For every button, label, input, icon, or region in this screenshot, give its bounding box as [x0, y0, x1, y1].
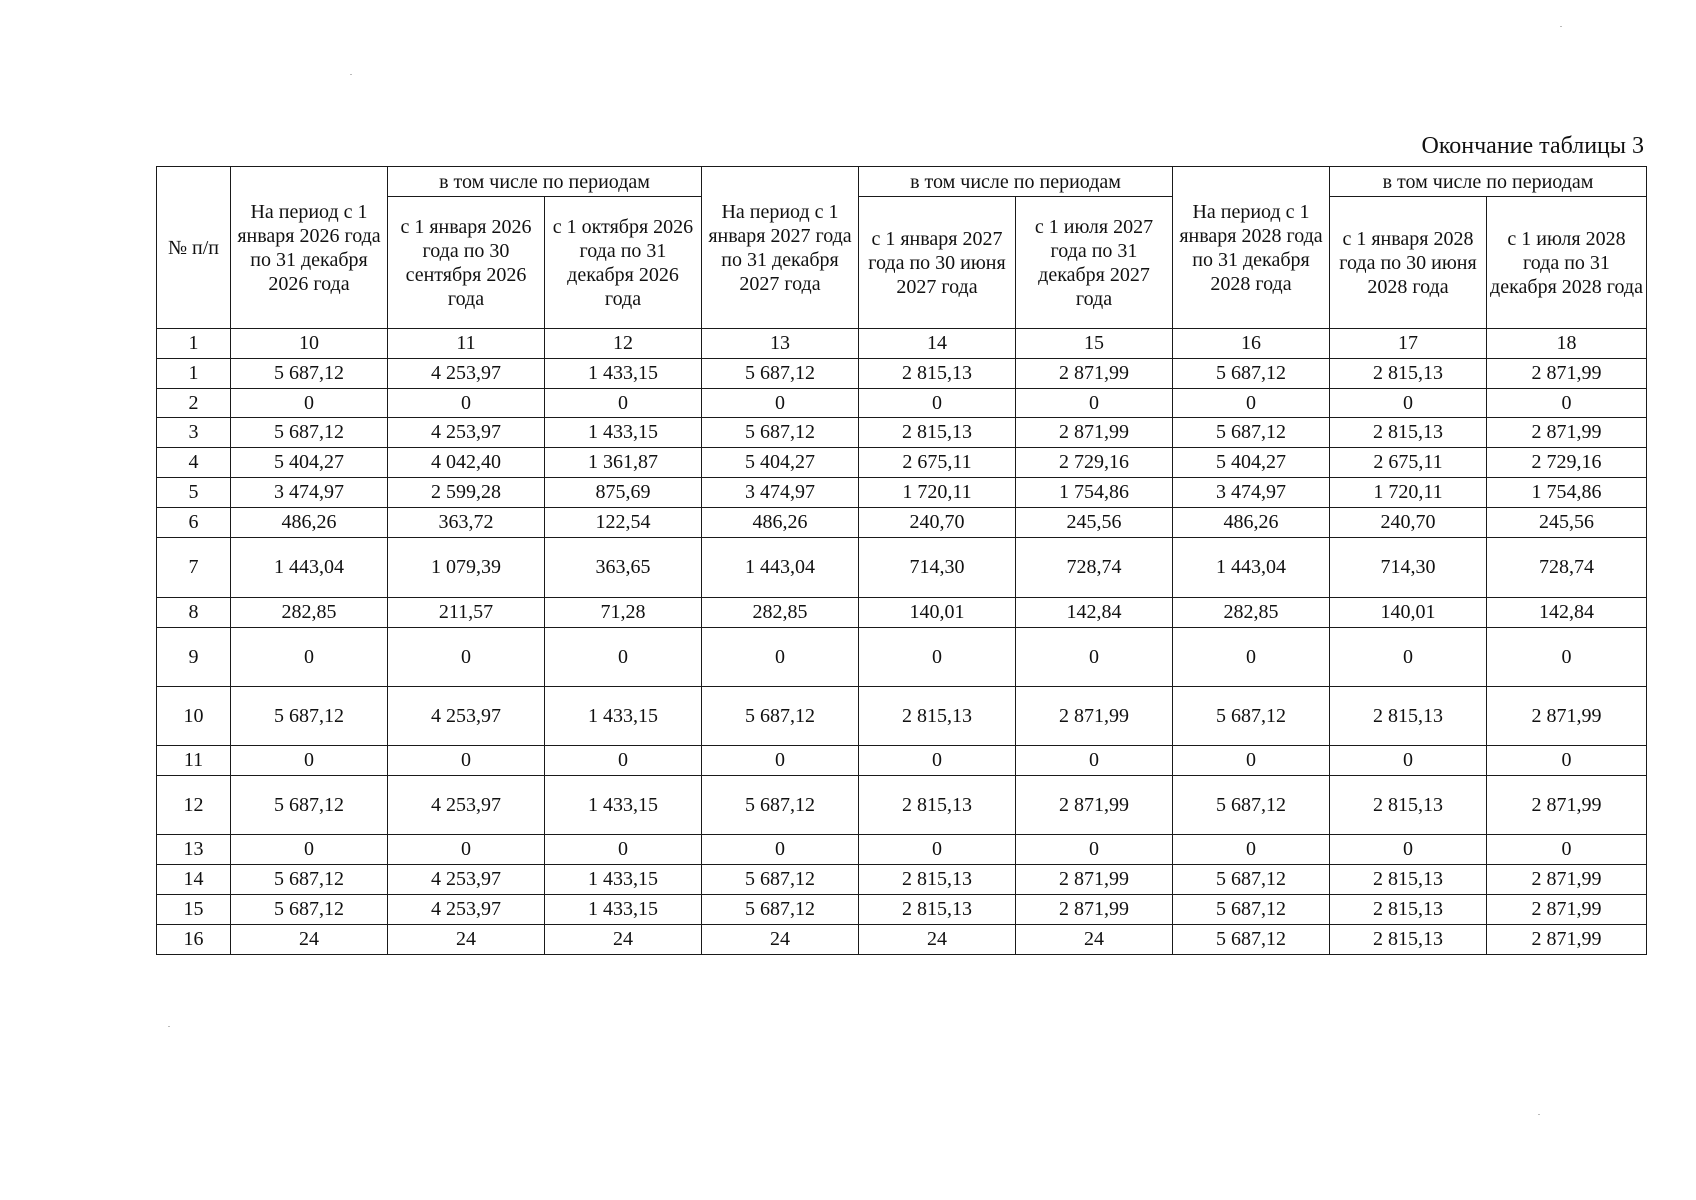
- table-cell: 0: [1016, 628, 1173, 687]
- table-cell: 714,30: [1330, 538, 1487, 598]
- table-row: [157, 359, 1647, 389]
- table-cell: 4 253,97: [388, 687, 545, 746]
- period-2026-sub2-header: с 1 октября 2026 года по 31 декабря 2026 года: [545, 197, 702, 329]
- table-cell: 2 871,99: [1487, 895, 1647, 925]
- table-cell: 4 253,97: [388, 776, 545, 835]
- period-2028-sub2-header: с 1 июля 2028 года по 31 декабря 2028 года: [1487, 197, 1647, 329]
- row-number: 2: [157, 389, 231, 418]
- table-cell: 2 871,99: [1487, 359, 1647, 389]
- table-cell: 1 433,15: [545, 865, 702, 895]
- table-cell: 363,72: [388, 508, 545, 538]
- table-cell: 3 474,97: [702, 478, 859, 508]
- column-number-row: [157, 329, 1647, 359]
- table-cell: 2 871,99: [1487, 418, 1647, 448]
- row-number: 4: [157, 448, 231, 478]
- row-number: 11: [157, 746, 231, 776]
- table-cell: 1 443,04: [702, 538, 859, 598]
- table-cell: 0: [702, 835, 859, 865]
- table-cell: 728,74: [1016, 538, 1173, 598]
- table-cell: 0: [231, 628, 388, 687]
- scan-speck: [350, 74, 352, 75]
- table-cell: 0: [545, 628, 702, 687]
- table-cell: 5 404,27: [231, 448, 388, 478]
- table-row: [157, 538, 1647, 598]
- table-cell: 5 687,12: [702, 895, 859, 925]
- row-number: 10: [157, 687, 231, 746]
- table-row: [157, 448, 1647, 478]
- column-number: 17: [1330, 329, 1487, 359]
- column-number: 11: [388, 329, 545, 359]
- row-number: 1: [157, 359, 231, 389]
- row-number: 8: [157, 598, 231, 628]
- period-2028-group-header: в том числе по периодам: [1330, 167, 1647, 197]
- column-number: 18: [1487, 329, 1647, 359]
- row-number: 12: [157, 776, 231, 835]
- table-cell: 240,70: [1330, 508, 1487, 538]
- table-cell: 0: [545, 746, 702, 776]
- table-cell: 1 720,11: [859, 478, 1016, 508]
- table-cell: 0: [231, 389, 388, 418]
- table-cell: 5 687,12: [1173, 359, 1330, 389]
- table-cell: 2 815,13: [859, 776, 1016, 835]
- table-cell: 5 687,12: [231, 865, 388, 895]
- table-cell: 3 474,97: [231, 478, 388, 508]
- period-2027-group-header: в том числе по периодам: [859, 167, 1173, 197]
- table-row: [157, 598, 1647, 628]
- table-cell: 2 675,11: [1330, 448, 1487, 478]
- period-2026-sub1-header: с 1 января 2026 года по 30 сентября 2026 года: [388, 197, 545, 329]
- header-row-1: [157, 167, 1647, 197]
- row-number: 5: [157, 478, 231, 508]
- table-cell: 0: [1016, 835, 1173, 865]
- table-cell: 728,74: [1487, 538, 1647, 598]
- table-cell: 2 729,16: [1016, 448, 1173, 478]
- table-cell: 2 815,13: [1330, 776, 1487, 835]
- table-cell: 5 687,12: [231, 895, 388, 925]
- table-cell: 4 253,97: [388, 359, 545, 389]
- row-number: 3: [157, 418, 231, 448]
- table-cell: 0: [388, 835, 545, 865]
- table-row: [157, 776, 1647, 835]
- table-cell: 0: [1330, 389, 1487, 418]
- table-body: [157, 167, 1647, 955]
- table-cell: 2 815,13: [859, 895, 1016, 925]
- row-number: 13: [157, 835, 231, 865]
- table-cell: 2 871,99: [1016, 865, 1173, 895]
- table-cell: 2 729,16: [1487, 448, 1647, 478]
- table-cell: 211,57: [388, 598, 545, 628]
- table-cell: 4 253,97: [388, 418, 545, 448]
- table-cell: 140,01: [859, 598, 1016, 628]
- table-cell: 1 433,15: [545, 776, 702, 835]
- row-number: 9: [157, 628, 231, 687]
- tariff-table: [156, 166, 1647, 955]
- table-cell: 0: [859, 835, 1016, 865]
- table-cell: 0: [1330, 835, 1487, 865]
- column-number: 10: [231, 329, 388, 359]
- column-number: 1: [157, 329, 231, 359]
- table-cell: 2 871,99: [1487, 776, 1647, 835]
- table-cell: 0: [231, 746, 388, 776]
- table-cell: 5 687,12: [702, 687, 859, 746]
- table-row: [157, 478, 1647, 508]
- row-number: 14: [157, 865, 231, 895]
- table-row: [157, 865, 1647, 895]
- table-cell: 2 815,13: [1330, 865, 1487, 895]
- table-cell: 5 687,12: [1173, 865, 1330, 895]
- table-cell: 0: [1330, 746, 1487, 776]
- table-cell: 122,54: [545, 508, 702, 538]
- table-cell: 282,85: [1173, 598, 1330, 628]
- table-cell: 0: [859, 628, 1016, 687]
- table-cell: 2 815,13: [859, 687, 1016, 746]
- table-cell: 24: [859, 925, 1016, 955]
- table-cell: 5 687,12: [1173, 418, 1330, 448]
- table-row: [157, 925, 1647, 955]
- table-cell: 240,70: [859, 508, 1016, 538]
- table-cell: 245,56: [1487, 508, 1647, 538]
- row-number: 7: [157, 538, 231, 598]
- table-row: [157, 628, 1647, 687]
- table-cell: 282,85: [702, 598, 859, 628]
- table-cell: 24: [388, 925, 545, 955]
- period-2027-sub1-header: с 1 января 2027 года по 30 июня 2027 года: [859, 197, 1016, 329]
- table-cell: 2 815,13: [1330, 925, 1487, 955]
- table-cell: 1 433,15: [545, 359, 702, 389]
- table-cell: 0: [1173, 628, 1330, 687]
- table-cell: 2 815,13: [1330, 359, 1487, 389]
- table-cell: 0: [702, 389, 859, 418]
- table-cell: 24: [231, 925, 388, 955]
- table-cell: 5 687,12: [1173, 895, 1330, 925]
- table-cell: 2 815,13: [1330, 895, 1487, 925]
- table-cell: 282,85: [231, 598, 388, 628]
- table-cell: 24: [702, 925, 859, 955]
- table-cell: 1 079,39: [388, 538, 545, 598]
- table-cell: 2 815,13: [1330, 687, 1487, 746]
- table-cell: 5 687,12: [702, 865, 859, 895]
- table-cell: 2 871,99: [1016, 776, 1173, 835]
- table-cell: 2 871,99: [1016, 895, 1173, 925]
- table-cell: 5 687,12: [231, 776, 388, 835]
- table-cell: 0: [388, 389, 545, 418]
- column-number: 14: [859, 329, 1016, 359]
- table-cell: 1 433,15: [545, 687, 702, 746]
- table-cell: 2 599,28: [388, 478, 545, 508]
- table-cell: 2 675,11: [859, 448, 1016, 478]
- table-cell: 71,28: [545, 598, 702, 628]
- table-cell: 24: [545, 925, 702, 955]
- table-cell: 1 361,87: [545, 448, 702, 478]
- column-number: 16: [1173, 329, 1330, 359]
- table-cell: 0: [702, 628, 859, 687]
- table-cell: 5 687,12: [702, 418, 859, 448]
- table-cell: 0: [231, 835, 388, 865]
- table-cell: 5 687,12: [1173, 925, 1330, 955]
- period-2028-total-header: На период с 1 января 2028 года по 31 декабря 2028 года: [1173, 167, 1330, 329]
- num-column-header: № п/п: [157, 167, 231, 329]
- table-cell: 0: [1487, 746, 1647, 776]
- table-cell: 2 871,99: [1487, 687, 1647, 746]
- table-cell: 486,26: [702, 508, 859, 538]
- table-row: [157, 687, 1647, 746]
- table-cell: 875,69: [545, 478, 702, 508]
- table-cell: 5 687,12: [1173, 776, 1330, 835]
- table-cell: 0: [388, 628, 545, 687]
- table-cell: 0: [1016, 746, 1173, 776]
- table-cell: 2 871,99: [1487, 925, 1647, 955]
- table-cell: 5 404,27: [702, 448, 859, 478]
- table-cell: 2 815,13: [859, 865, 1016, 895]
- scan-speck: [1538, 1114, 1540, 1115]
- period-2027-sub2-header: с 1 июля 2027 года по 31 декабря 2027 года: [1016, 197, 1173, 329]
- scan-speck: [168, 1026, 170, 1027]
- table-cell: 0: [1487, 628, 1647, 687]
- table-row: [157, 508, 1647, 538]
- scan-speck: [1560, 26, 1562, 27]
- table-cell: 2 815,13: [859, 359, 1016, 389]
- table-cell: 2 871,99: [1016, 687, 1173, 746]
- period-2028-sub1-header: с 1 января 2028 года по 30 июня 2028 года: [1330, 197, 1487, 329]
- table-cell: 2 871,99: [1487, 865, 1647, 895]
- table-cell: 0: [859, 389, 1016, 418]
- row-number: 6: [157, 508, 231, 538]
- table-cell: 5 404,27: [1173, 448, 1330, 478]
- table-row: [157, 418, 1647, 448]
- table-cell: 1 720,11: [1330, 478, 1487, 508]
- table-cell: 2 815,13: [1330, 418, 1487, 448]
- table-cell: 1 443,04: [1173, 538, 1330, 598]
- column-number: 12: [545, 329, 702, 359]
- table-cell: 1 433,15: [545, 418, 702, 448]
- table-cell: 142,84: [1487, 598, 1647, 628]
- table-cell: 0: [859, 746, 1016, 776]
- column-number: 13: [702, 329, 859, 359]
- table-cell: 3 474,97: [1173, 478, 1330, 508]
- table-cell: 2 871,99: [1016, 418, 1173, 448]
- table-cell: 4 253,97: [388, 895, 545, 925]
- table-cell: 140,01: [1330, 598, 1487, 628]
- column-number: 15: [1016, 329, 1173, 359]
- table-cell: 1 754,86: [1487, 478, 1647, 508]
- table-cell: 0: [388, 746, 545, 776]
- table-cell: 0: [702, 746, 859, 776]
- table-cell: 5 687,12: [1173, 687, 1330, 746]
- period-2026-group-header: в том числе по периодам: [388, 167, 702, 197]
- table-cell: 5 687,12: [231, 687, 388, 746]
- table-cell: 5 687,12: [702, 776, 859, 835]
- table-cell: 2 815,13: [859, 418, 1016, 448]
- table-cell: 0: [1487, 389, 1647, 418]
- period-2027-total-header: На период с 1 января 2027 года по 31 декабря 2027 года: [702, 167, 859, 329]
- table-cell: 4 253,97: [388, 865, 545, 895]
- table-cell: 0: [1173, 746, 1330, 776]
- table-cell: 2 871,99: [1016, 359, 1173, 389]
- table-cell: 363,65: [545, 538, 702, 598]
- period-2026-total-header: На период с 1 января 2026 года по 31 декабря 2026 года: [231, 167, 388, 329]
- table-cell: 0: [1016, 389, 1173, 418]
- table-cell: 1 433,15: [545, 895, 702, 925]
- table-cell: 0: [1330, 628, 1487, 687]
- table-row: [157, 835, 1647, 865]
- table-cell: 24: [1016, 925, 1173, 955]
- table-cell: 0: [545, 389, 702, 418]
- table-cell: 5 687,12: [231, 359, 388, 389]
- table-cell: 486,26: [231, 508, 388, 538]
- table-cell: 0: [545, 835, 702, 865]
- table-cell: 0: [1173, 835, 1330, 865]
- table-cell: 4 042,40: [388, 448, 545, 478]
- table-cell: 714,30: [859, 538, 1016, 598]
- table-row: [157, 746, 1647, 776]
- table-cell: 486,26: [1173, 508, 1330, 538]
- table-cell: 5 687,12: [702, 359, 859, 389]
- table-cell: 1 443,04: [231, 538, 388, 598]
- table-cell: 142,84: [1016, 598, 1173, 628]
- table-cell: 5 687,12: [231, 418, 388, 448]
- table-cell: 0: [1487, 835, 1647, 865]
- table-cell: 0: [1173, 389, 1330, 418]
- table-cell: 245,56: [1016, 508, 1173, 538]
- table-row: [157, 389, 1647, 418]
- row-number: 15: [157, 895, 231, 925]
- table-caption: Окончание таблицы 3: [1421, 133, 1644, 159]
- table-row: [157, 895, 1647, 925]
- row-number: 16: [157, 925, 231, 955]
- table-cell: 1 754,86: [1016, 478, 1173, 508]
